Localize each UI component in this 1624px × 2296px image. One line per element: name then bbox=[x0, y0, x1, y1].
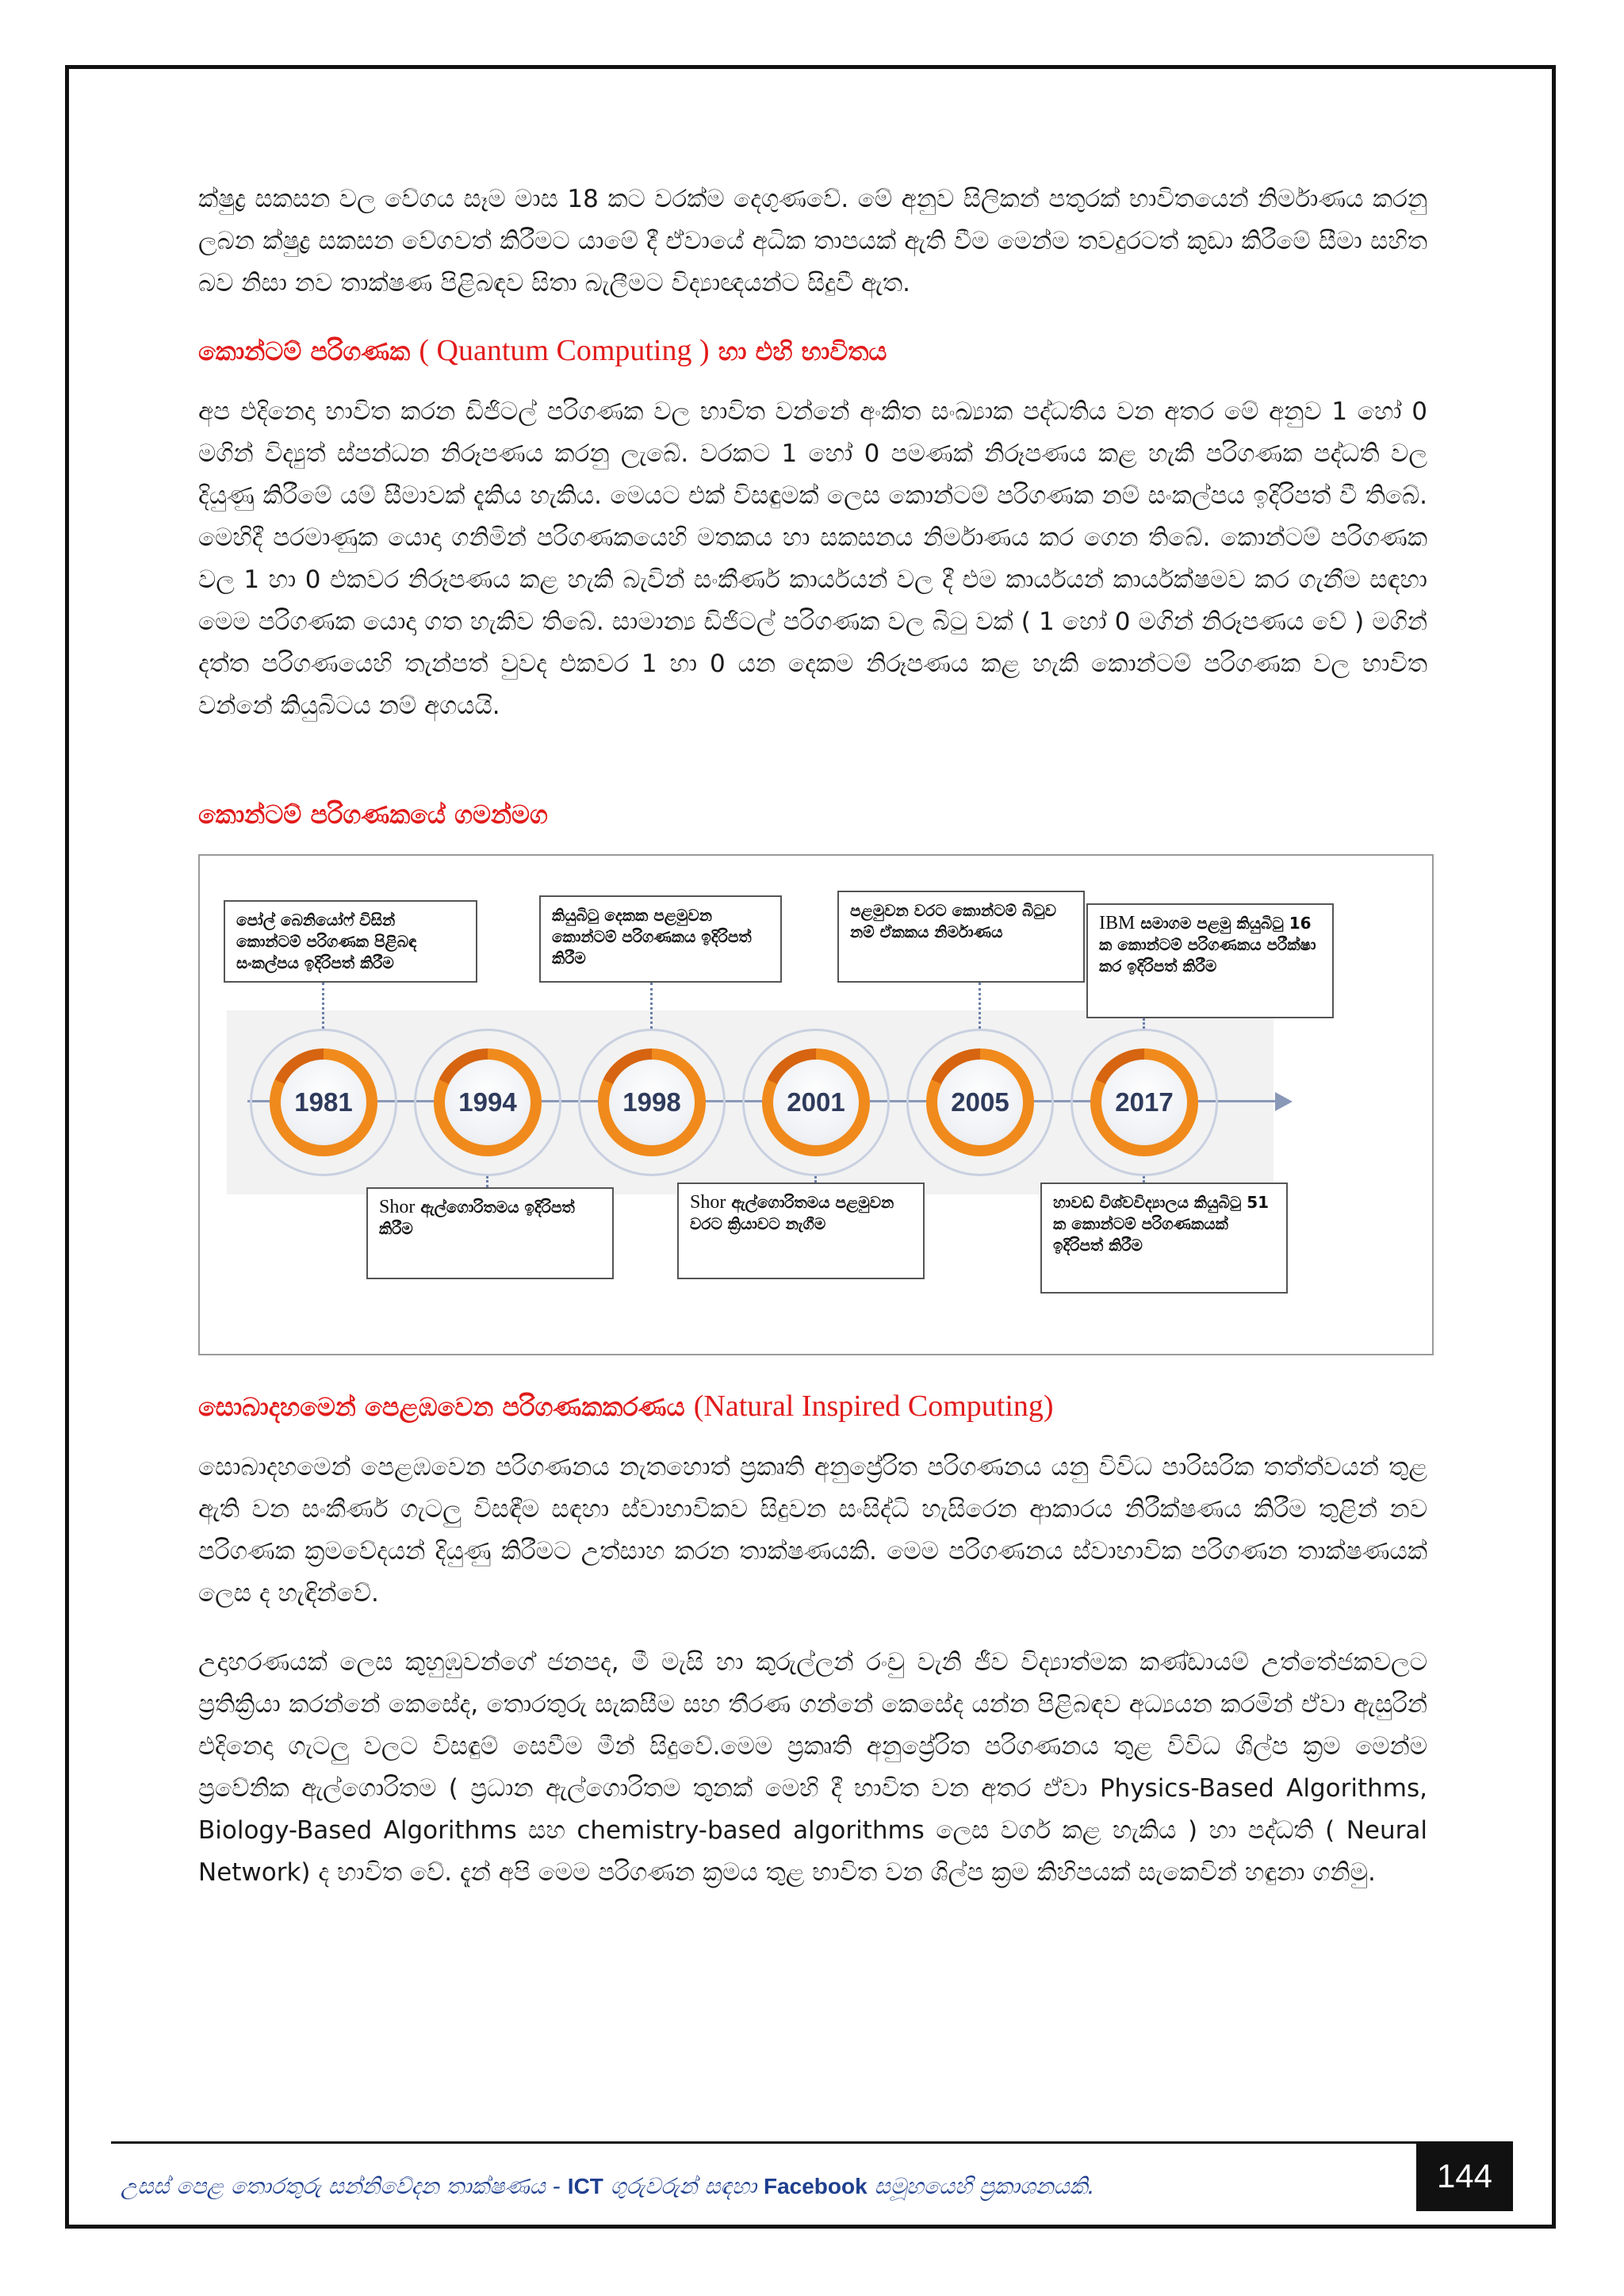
footer-rule bbox=[111, 2141, 1427, 2144]
timeline-arrow-icon bbox=[1275, 1092, 1293, 1111]
timeline-box-text: පෝල් බෙනියෝෆ් විසින් කොන්ටම් පරිගණක පිළිබඳ සංකල්පය ඉදිරිපත් කිරීම bbox=[236, 910, 417, 972]
timeline-node-2005 bbox=[906, 1029, 1054, 1176]
connector bbox=[650, 983, 653, 1029]
footer-suffix: සමූහයෙහි ප්‍රකාශනයකි. bbox=[867, 2173, 1095, 2199]
timeline-box-text: සමාගම පළමු කියුබිටු 16 ක කොන්ටම් පරිගණකය පරීක්ෂා කර ඉදිරිපත් කිරීම bbox=[1099, 914, 1316, 976]
page-number: 144 bbox=[1416, 2141, 1513, 2211]
timeline-box-text: පළමුවන වරට කොන්ටම් බිටුව නම් ඒකකය නිර්මාණය bbox=[850, 901, 1057, 941]
footer-text bbox=[121, 2173, 1094, 2200]
timeline-box-text: කියුබිටු දෙකක පළමුවන කොන්ටම් පරිගණකය ඉදිරිපත් කිරීම bbox=[552, 906, 752, 968]
natural-paragraph-1: සොබාදහමෙන් පෙළඹවෙන පරිගණනය නැතහොත් ප්‍රකෘති අනුප්‍රේරිත පරිගණනය යනු විවිධ පාරිසරික තත්ත්වයන් තුළ ඇති වන සංකීර්ණ ගැටලු විසඳීම සඳහා ස්වාභාවිකව සිදුවන සංසිද්ධි හැසිරෙන ආකාරය නිරීක්ෂණය කිරීම තුළින් නව පරිගණක ක්‍රමවේදයන් දියුණු කිරීමට උත්සාහ කරන තාක්ෂණයකි. මෙම පරිගණනය ස්වාභාවික පරිගණන තාක්ෂණයක් ලෙස ද හැඳින්වේ. bbox=[198, 1453, 1427, 1608]
quantum-heading-tail: හා එහි භාවිතය bbox=[718, 336, 887, 366]
timeline-box-2001-shor bbox=[677, 1182, 925, 1279]
natural-heading bbox=[198, 1387, 1427, 1426]
timeline-box-1981 bbox=[224, 900, 477, 983]
quantum-heading-si: කොන්ටම් පරිගණක bbox=[198, 336, 411, 366]
natural-heading-si: සොබාදහමෙන් පෙළඹවෙන පරිගණකකරණය bbox=[198, 1392, 685, 1422]
connector bbox=[322, 983, 324, 1029]
timeline-node-1981 bbox=[250, 1029, 397, 1176]
timeline-box-1998 bbox=[539, 895, 782, 983]
year-label: 2005 bbox=[937, 1060, 1023, 1145]
year-label: 1981 bbox=[281, 1060, 366, 1145]
year-label: 2001 bbox=[773, 1060, 859, 1145]
quantum-heading bbox=[198, 332, 1427, 370]
timeline-node-1998 bbox=[578, 1029, 726, 1176]
timeline-box-1994-shor bbox=[366, 1187, 614, 1279]
year-label: 1994 bbox=[445, 1060, 530, 1145]
timeline-box-text: ඇල්ගොරිතමය පළමුවන වරට ක්‍රියාවට නැගීම bbox=[690, 1193, 894, 1233]
page-footer bbox=[111, 2141, 1513, 2214]
intro-paragraph: ක්ෂුද්‍ර සකසන වල වේගය සෑම මාස 18 කට වරක්ම දෙගුණවේ. මේ අනුව සිලිකන් පතුරක් භාවිතයෙන් නිර්මාණය කරනු ලබන ක්ෂුද්‍ර සකසන වේගවත් කිරීමට යාමේ දී ඒවායේ අධික තාපයක් ඇති වීම මෙන්ම තවදුරටත් කුඩා කිරීමේ සීමා සහිත බව නිසා නව තාක්ෂණ පිළිබඳව සිතා බැලීමට විද්‍යාඥයන්ට සිදුවී ඇත. bbox=[198, 185, 1427, 297]
quantum-heading-en: ( Quantum Computing ) bbox=[419, 334, 710, 367]
timeline-node-2017 bbox=[1071, 1029, 1218, 1176]
natural-heading-en: (Natural Inspired Computing) bbox=[693, 1389, 1054, 1423]
timeline-box-en: Shor bbox=[690, 1192, 726, 1213]
timeline-node-1994 bbox=[414, 1029, 561, 1176]
footer-middle: ගුරුවරුන් සඳහා bbox=[603, 2173, 764, 2199]
connector bbox=[979, 983, 981, 1029]
timeline-box-en: IBM bbox=[1099, 913, 1136, 933]
year-label: 1998 bbox=[609, 1060, 695, 1145]
timeline-box-2017-ibm bbox=[1086, 903, 1334, 1018]
timeline-node-2001 bbox=[742, 1029, 890, 1176]
footer-prefix: උසස් පෙළ තොරතුරු සන්නිවේදන තාක්ෂණය - bbox=[121, 2173, 568, 2199]
quantum-timeline-figure bbox=[198, 854, 1434, 1355]
year-label: 2017 bbox=[1101, 1060, 1187, 1145]
timeline-box-text: ඇල්ගොරිතමය ඉදිරිපත් කිරීම bbox=[379, 1198, 575, 1238]
footer-ict: ICT bbox=[567, 2174, 603, 2198]
connector bbox=[1143, 1018, 1145, 1029]
timeline-box-text: හාවඩ් විශ්වවිද්‍යාලය කියුබිටු 51 ක කොන්ටම් පරිගණකයක් ඉදිරිපත් කිරීම bbox=[1053, 1193, 1270, 1255]
page-content bbox=[198, 178, 1427, 1921]
footer-facebook: Facebook bbox=[763, 2174, 868, 2198]
timeline-box-en: Shor bbox=[379, 1197, 416, 1217]
timeline-box-2017-harvard bbox=[1040, 1182, 1288, 1294]
roadmap-heading: කොන්ටම් පරිගණකයේ ගමන්මග bbox=[198, 799, 548, 830]
natural-paragraph-2: උදාහරණයක් ලෙස කුහුඹුවන්ගේ ජනපද, මී මැසි හා කුරුල්ලන් රංචු වැනි ජීව විද්‍යාත්මක කණ්ඩායම් උත්තේජකවලට ප්‍රතික්‍රියා කරන්නේ කෙසේද, තොරතුරු සැකසීම සහ තීරණ ගන්නේ කෙසේද යන්න පිළිබඳව අධ්‍යයන කරමින් ඒවා ඇසුරින් එදිනෙදා ගැටලු වලට විසඳුම් සෙවීම මීන් සිදුවේ.මෙම ප්‍රකෘති අනුප්‍රේරිත පරිගණනය තුළ විවිධ ශිල්ප ක්‍රම මෙන්ම ප්‍රවේනික ඇල්ගොරිතම ( ප්‍රධාන ඇල්ගොරිතම තුනක් මෙහි දී භාවිත වන අතර ඒවා Physics-Based Algorithms, Biology-Based Algorithms සහ chemistry-based algorithms ලෙස වර්ග කළ හැකිය ) හා පද්ධති ( Neural Network) ද භාවිත වේ. දැන් අපි මෙම පරිගණන ක්‍රමය තුළ භාවිත වන ශිල්ප ක්‍රම කිහිපයක් සැකෙවින් හඳුනා ගනිමු. bbox=[198, 1648, 1427, 1887]
quantum-paragraph: අප එදිනෙදා භාවිත කරන ඩිජිටල් පරිගණක වල භාවිත වන්නේ අංකිත සංඛ්‍යාක පද්ධතිය වන අතර මේ අනුව 1 හෝ 0 මගින් විද්‍යුත් ස්පන්ධන නිරූපණය කරනු ලැබේ. වරකට 1 හෝ 0 පමණක් නිරූපණය කළ හැකි පරිගණක පද්ධති වල දියුණු කිරීමේ යම් සීමාවක් දැකිය හැකිය. මෙයට එක් විසඳුමක් ලෙස කොන්ටම් පරිගණක නම් සංකල්පය ඉදිරිපත් වී තිබේ. මෙහිදී පරමාණුක යොදා ගනිමින් පරිගණකයෙහි මතකය හා සකසනය නිර්මාණය කර ගෙන තිබේ. කොන්ටම් පරිගණක වල 1 හා 0 එකවර නිරූපණය කළ හැකි බැවින් සංකීර්ණ කාර්යයන් වල දී එම කාර්යයන් කාර්යක්ෂමව කර ගැනීම සඳහා මෙම පරිගණක යොදා ගත හැකිව තිබේ. සාමාන්‍ය ඩිජිටල් පරිගණක වල බිටු වක් ( 1 හෝ 0 මගින් නිරූපණය වේ ) මගින් දත්ත පරිගණයෙහි තැන්පත් වුවද එකවර 1 හා 0 යන දෙකම නිරූපණය කළ හැකි කොන්ටම් පරිගණක වල භාවිත වන්නේ කියුබිටය නම් අගයයි. bbox=[198, 397, 1427, 720]
timeline-box-2005 bbox=[837, 891, 1085, 983]
